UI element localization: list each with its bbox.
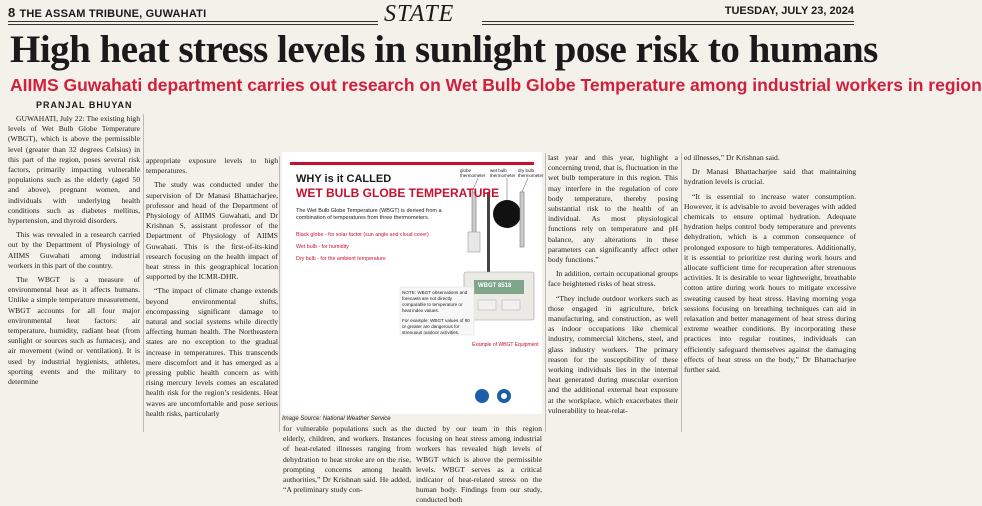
masthead-rule-right [482,21,854,25]
masthead-rule-left [8,21,378,25]
issue-date: TUESDAY, JULY 23, 2024 [724,5,854,17]
column-divider [279,156,280,432]
infographic-item: Wet bulb - for humidity [296,244,349,250]
article-column-2 [146,156,278,423]
paragraph: GUWAHATI, July 22: The existing high levels of Wet Bulb Globe Temperature (WBGT), which is above the permissible level (greater than 32 degrees Celsius) in this part of the region, poses several risk factors, primarily impacting vulnerable populations such as the elderly (aged 50 and above), pregnant women, and individuals with underlying health conditions such as diabetes mellitus, hypertension, and thyroid disorders. [8,114,140,226]
infographic-title: WHY is it CALLED [296,173,392,185]
paragraph: Dr Manasi Bhattacharjee said that maintaining hydration levels is crucial. [684,167,856,187]
note-example: For example: WBGT values of 90 or greater are dangerous for strenuous outdoor activities. [402,318,470,335]
infographic-item: Black globe - for solar factor (sun angle and cloud cover) [296,232,429,238]
paragraph: last year and this year, highlight a concerning trend, that is, fluctuation in the wet bulb temperature in this region. This may interfere in the regulation of core body temperature, thereby posing substantial risk to the health of an individual. As most physiological functions rely on temperature and pH balance, any alterations in these parameters can significantly affect other body functions.” [548,153,678,265]
article-column-3: for vulnerable populations such as the elderly, children, and workers. Instances of heat-related illnesses ranging from dehydration to heat stroke are on the rise, prompting concerns among health authorities,” Dr Krishnan said. He added, “A preliminary study con- [283,424,411,495]
paper-name: THE ASSAM TRIBUNE, GUWAHATI [19,8,207,20]
paragraph: appropriate exposure levels to high temperatures. [146,156,278,176]
globe-label: globe thermometer [460,168,486,178]
headline: High heat stress levels in sunlight pose risk to humans [10,28,878,71]
paragraph: ed illnesses,” Dr Krishnan said. [684,153,780,162]
section-title: STATE [384,1,455,27]
note-text: NOTE: WBGT observations and forecasts are not directly comparable to temperature or heat index values. [402,290,468,313]
wet-bulb-label: wet bulb thermometer [490,168,516,178]
masthead [0,0,864,27]
article-column-6 [684,153,856,379]
article-column-5 [548,153,678,420]
wbgt-infographic [282,152,542,414]
subheadline: AIIMS Guwahati department carries out research on Wet Bulb Globe Temperature among industrial workers in region [10,75,982,95]
column-divider [545,153,546,432]
infographic-description: The Wet Bulb Globe Temperature (WBGT) is derived from a combination of temperatures from three thermometers. [296,208,442,221]
page-number: 8 [8,5,16,20]
paragraph: This was revealed in a research carried out by the Department of Physiology of AIIMS Guwahati among industrial workers in this part of the country. [8,230,140,270]
paragraph: The study was conducted under the supervision of Dr Manasi Bhattacharjee, professor and head of the Department of Physiology of AIIMS Guwahati, and Dr Krishnan S, assistant professor of the Department of Physiology of AIIMS Guwahati. This is the first-of-its-kind research focusing on the health impact of heat stress in this geographical location supported by the ICMR-DHR. [146,180,278,282]
byline: PRANJAL BHUYAN [36,100,133,110]
paragraph: “They include outdoor workers such as those engaged in agriculture, brick manufacturing, and construction, as well as indoor occupations like chemical industry, commercial kitchens, steel, and glass industry workers. The primary reason for the susceptibility of these working individuals lies in the internal heat generated during muscular exertion and the additional external heat exposure at the workplace, which exacerbates their vulnerability to heat-relat- [548,293,678,415]
paragraph: “It is essential to increase water consumption. However, it is advisable to avoid beverages with added chemicals to ensure optimal hydration. Adequate hydration helps control body temperature and prevents dehydration, which is a common consequence of prolonged exposure to high temperatures. Additionally, it is essential to prioritize rest during work hours and allocate sufficient time for recuperation after strenuous activities. It is desirable to wear lightweight, breathable cotton attire during work hours to mitigate excessive sweating caused by heat stress. Having morning yoga sessions focusing on breathing techniques can aid in relaxation and better management of heat stress during extreme weather conditions. By incorporating these practices into regular routines, individuals can efficiently safeguard themselves against the damaging effects of heat stress on the body,” Dr Bhattacharjee further said. [684,191,856,375]
dry-bulb-label: dry bulb thermometer [518,168,544,178]
article-column-4: ducted by our team in this region focusing on heat stress among industrial workers has revealed high levels of WBGT which is above the permissible levels. WBGT serves as a critical indicator of heat-related stress on the human body. Findings from our study, conducted both [416,424,542,505]
infographic-item: Dry bulb - for the ambient temperature [296,256,386,262]
masthead-left [8,5,206,20]
paragraph: In addition, certain occupational groups face heightened risks of heat stress. [548,269,678,289]
image-caption: Image Source: National Weather Service [282,416,391,422]
device-label: WBGT 8518 [478,283,512,289]
infographic-note [402,290,472,336]
paragraph: The WBGT is a measure of environmental heat as it affects humans. Unlike a simple temperature measurement, WBGT accounts for all four major environmental heat factors: air temperature, humidity, radiant heat (from sunlight or sources such as furnaces), and air movement (wind or ventilation). It is used by industrial hygienists, athletes, sporting events and the military to determine [8,275,140,387]
infographic-subtitle: WET BULB GLOBE TEMPERATURE [296,186,500,200]
article-column-1 [8,114,140,391]
column-divider [681,153,682,432]
example-label: Example of WBGT Equipment [472,342,539,348]
column-divider [143,114,144,432]
paragraph: “The impact of climate change extends beyond environmental shifts, encompassing significant damage to natural and social systems while directly affecting human health. The Northeastern states are no exception to the gradual increase in temperatures. This transcends mere discomfort and it has emerged as a pressing public health concern as with rising mercury levels comes an escalated health risk for the region’s residents. Heat waves are uncomfortable and pose serious health risks, particularly [146,286,278,418]
